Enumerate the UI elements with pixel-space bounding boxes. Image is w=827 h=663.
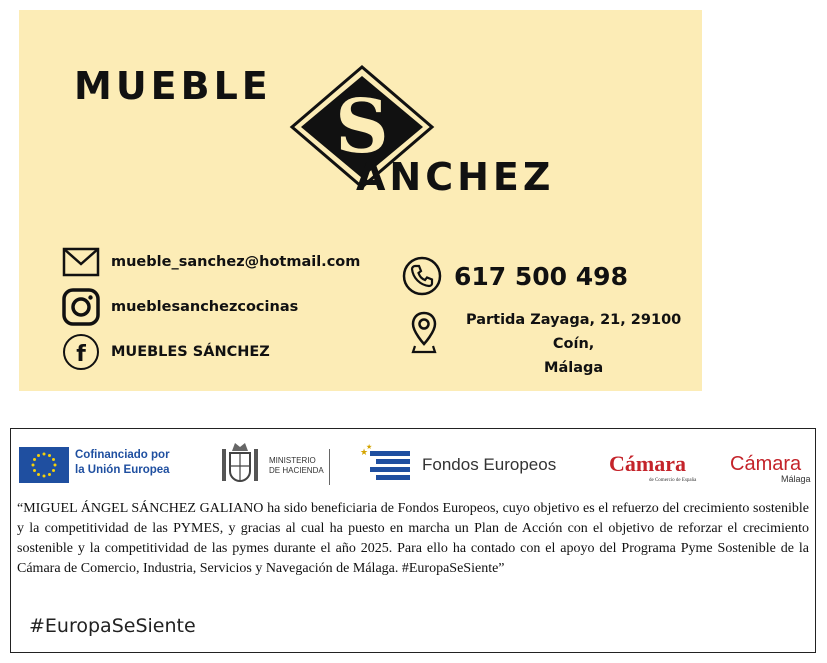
eu-line-1: Cofinanciado por <box>75 449 170 461</box>
funding-panel <box>10 428 816 653</box>
eu-flag-icon <box>19 447 69 483</box>
svg-text:f: f <box>76 342 86 367</box>
phone-number[interactable]: 617 500 498 <box>454 261 628 291</box>
logo-word-mueble: MUEBLE <box>74 64 272 108</box>
eu-cofinanced-label <box>75 448 170 478</box>
hashtag-label: #EuropaSeSiente <box>29 615 196 637</box>
address-text <box>445 308 702 380</box>
ministry-line-2: DE HACIENDA <box>269 466 324 475</box>
camara-malaga-logo: Cámara <box>730 453 802 475</box>
logo-word-anchez: ÁNCHEZ <box>356 155 555 199</box>
phone-icon <box>402 256 442 296</box>
address-line-2: Málaga <box>544 360 604 376</box>
facebook-icon <box>61 332 101 372</box>
map-pin-icon <box>404 308 443 356</box>
address-row <box>404 308 702 380</box>
svg-text:★: ★ <box>360 448 369 458</box>
camara-espana-sub: de Comercio de España <box>649 478 697 483</box>
svg-text:★: ★ <box>366 443 373 451</box>
business-card <box>19 10 702 391</box>
ministry-divider <box>329 449 330 485</box>
envelope-icon <box>61 242 101 282</box>
phone-row <box>402 256 628 296</box>
facebook-row <box>61 332 270 372</box>
funding-logos <box>11 429 815 489</box>
fondos-europeos-icon <box>356 443 416 485</box>
ministry-line-1: MINISTERIO <box>269 456 316 465</box>
ministry-label <box>269 456 324 476</box>
funding-statement: “MIGUEL ÁNGEL SÁNCHEZ GALIANO ha sido beneficiaria de Fondos Europeos, cuyo objetivo es el refuerzo del crecimiento sostenible y la competitividad de las PYMES, y gracias al cual ha puesto en marcha un Plan de Acción con el objetivo de reforzar el crecimiento sostenible y la competitividad de las pymes durante el año 2025. Para ello ha contado con el apoyo del Programa Pyme Sostenible de la Cámara de Comercio, Industria, Servicios y Navegación de Málaga. #EuropaSeSiente” <box>17 501 809 576</box>
eu-line-2: la Unión Europea <box>75 464 170 476</box>
email-row <box>61 242 360 282</box>
email-text[interactable]: mueble_sanchez@hotmail.com <box>111 254 361 270</box>
instagram-handle[interactable]: mueblesanchezcocinas <box>111 299 299 315</box>
fondos-europeos-label: Fondos Europeos <box>422 455 557 474</box>
coat-of-arms-icon <box>218 439 262 487</box>
instagram-row <box>61 287 298 327</box>
facebook-name[interactable]: MUEBLES SÁNCHEZ <box>111 344 270 360</box>
instagram-icon <box>61 287 101 327</box>
camara-espana-logo: Cámara <box>609 451 686 476</box>
logo-letter-s: S <box>335 84 389 170</box>
address-line-1: Partida Zayaga, 21, 29100 Coín, <box>465 312 682 352</box>
camara-malaga-sub: Málaga <box>781 474 811 484</box>
